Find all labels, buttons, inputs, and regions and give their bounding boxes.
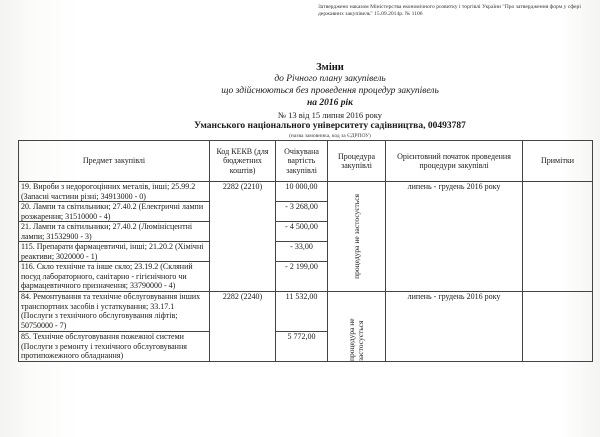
- header-start: Орієнтовний початок проведення процедури закупівлі: [386, 141, 523, 182]
- kekv-cell: 2282 (2240): [210, 292, 276, 362]
- subject-cell: 84. Ремонтування та технічне обслуговування інших транспортних засобів і устаткування; 33.17.1 (Послуги з технічного обслуговування ліфтів; 50750000 - 7): [19, 292, 210, 332]
- doc-title: Зміни: [316, 62, 344, 73]
- doc-subtitle-1: до Річного плану закупівель: [274, 74, 386, 84]
- value-cell: - 3 268,00: [276, 202, 328, 222]
- subject-cell: 21. Лампи та світильники; 27.40.2 (Люмінісцентні лампи; 31532900 - 3): [19, 222, 210, 242]
- header-procedure: Процедура закупівлі: [328, 141, 386, 182]
- header-notes: Примітки: [523, 141, 593, 182]
- approval-note: Затверджено наказом Міністерства економічного розвитку і торгівлі України "Про затвердження форм у сфері державних закупівель" 15.09.2014р. № 1106: [318, 4, 581, 17]
- value-cell: - 4 500,00: [276, 222, 328, 242]
- value-cell: - 33,00: [276, 242, 328, 262]
- table-row: [19, 182, 593, 202]
- doc-year: на 2016 рік: [307, 98, 353, 108]
- value-cell: 10 000,00: [276, 182, 328, 202]
- start-cell: липень - грудень 2016 року: [386, 182, 523, 292]
- doc-subtitle-2: що здійснюються без проведення процедур закупівель: [221, 86, 439, 96]
- subject-cell: 116. Скло технічне та інше скло; 23.19.2 (Скляний посуд лабораторного, санітарно - гігієнічного чи фармацевтичного призначення; 33790000 - 4): [19, 262, 210, 292]
- start-cell: липень - грудень 2016 року: [386, 292, 523, 362]
- header-value: Очікувана вартість закупівлі: [276, 141, 328, 182]
- value-cell: 11 532,00: [276, 292, 328, 332]
- procedure-cell: [328, 292, 386, 362]
- procedure-cell: [328, 182, 386, 292]
- table-row: [19, 292, 593, 332]
- subject-cell: 20. Лампи та світильники; 27.40.2 (Електричні лампи розжарення; 31510000 - 4): [19, 202, 210, 222]
- procedure-text: процедура не застосується: [346, 317, 365, 361]
- subject-cell: 115. Препарати фармацевтичні, інші; 21.20.2 (Хімічні реактиви; 3020000 - 1): [19, 242, 210, 262]
- value-cell: 5 772,00: [276, 332, 328, 362]
- table-header-row: [19, 141, 593, 182]
- subject-cell: 19. Вироби з недорогоцінних металів, інші; 25.99.2 (Запасні частини різні; 34913000 - 0): [19, 182, 210, 202]
- notes-cell: [523, 182, 593, 292]
- procurement-table: [18, 140, 593, 362]
- notes-cell: [523, 292, 593, 362]
- header-kekv: Код КЕКВ (для бюджетних коштів): [210, 141, 276, 182]
- kekv-cell: 2282 (2210): [210, 182, 276, 292]
- doc-number-date: № 13 від 15 липня 2016 року: [277, 110, 383, 120]
- value-cell: - 2 199,00: [276, 262, 328, 292]
- header-subject: Предмет закупівлі: [19, 141, 210, 182]
- subject-cell: 85. Технічне обслуговування пожежної системи (Послуги з ремонту і технічного обслуговування протипожежного обладнання): [19, 332, 210, 362]
- procedure-text: процедура не застосується: [352, 194, 361, 279]
- organization-hint: (назва замовника, код за ЄДРПОУ): [289, 133, 371, 139]
- organization-name: Уманського національного університету садівництва, 00493787: [194, 121, 466, 131]
